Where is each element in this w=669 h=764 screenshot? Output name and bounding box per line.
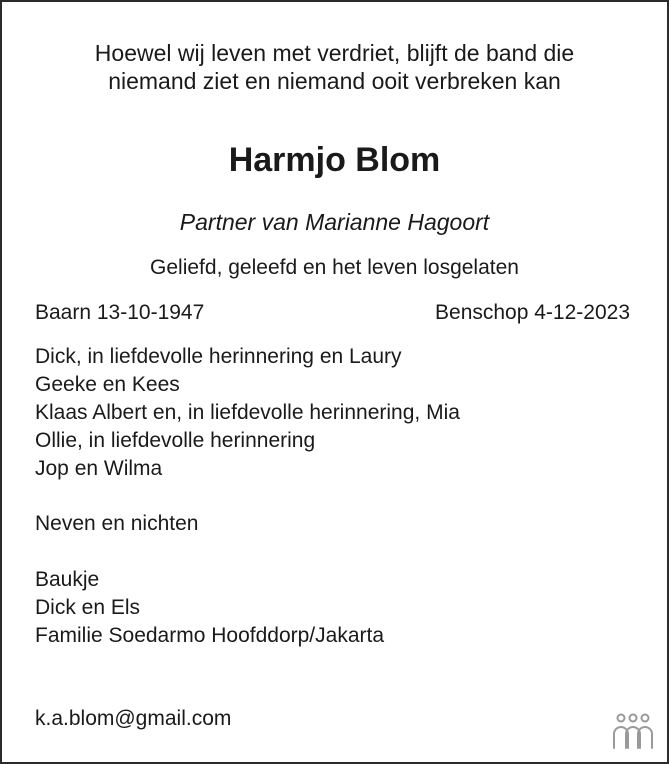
death-date: Benschop 4-12-2023 [435, 301, 630, 324]
friends-line: Baukje [35, 568, 100, 591]
relatives-list [35, 510, 198, 538]
motto-line-1: Hoewel wij leven met verdriet, blijft de band die [94, 40, 575, 66]
family-list [35, 343, 460, 483]
birth-date: Baarn 13-10-1947 [35, 301, 205, 324]
friends-line: Dick en Els [35, 596, 141, 619]
contact-email: k.a.blom@gmail.com [35, 707, 232, 730]
family-line: Jop en Wilma [35, 457, 163, 480]
relatives-line: Neven en nichten [35, 512, 199, 535]
family-line: Klaas Albert en, in liefdevolle herinnering, Mia [35, 401, 460, 424]
epitaph: Geliefd, geleefd en het leven losgelaten [150, 256, 519, 279]
motto-line-2: niemand ziet en niemand ooit verbreken kan [108, 68, 561, 94]
deceased-name: Harmjo Blom [228, 141, 441, 179]
family-line: Dick, in liefdevolle herinnering en Laury [35, 345, 402, 368]
family-line: Geeke en Kees [35, 373, 180, 396]
friends-list [35, 566, 384, 650]
family-line: Ollie, in liefdevolle herinnering [35, 429, 316, 452]
friends-line: Familie Soedarmo Hoofddorp/Jakarta [35, 624, 385, 647]
partner-line: Partner van Marianne Hagoort [179, 209, 490, 235]
life-dates [35, 299, 630, 327]
family-group-icon [608, 712, 658, 752]
motto [2, 39, 667, 95]
